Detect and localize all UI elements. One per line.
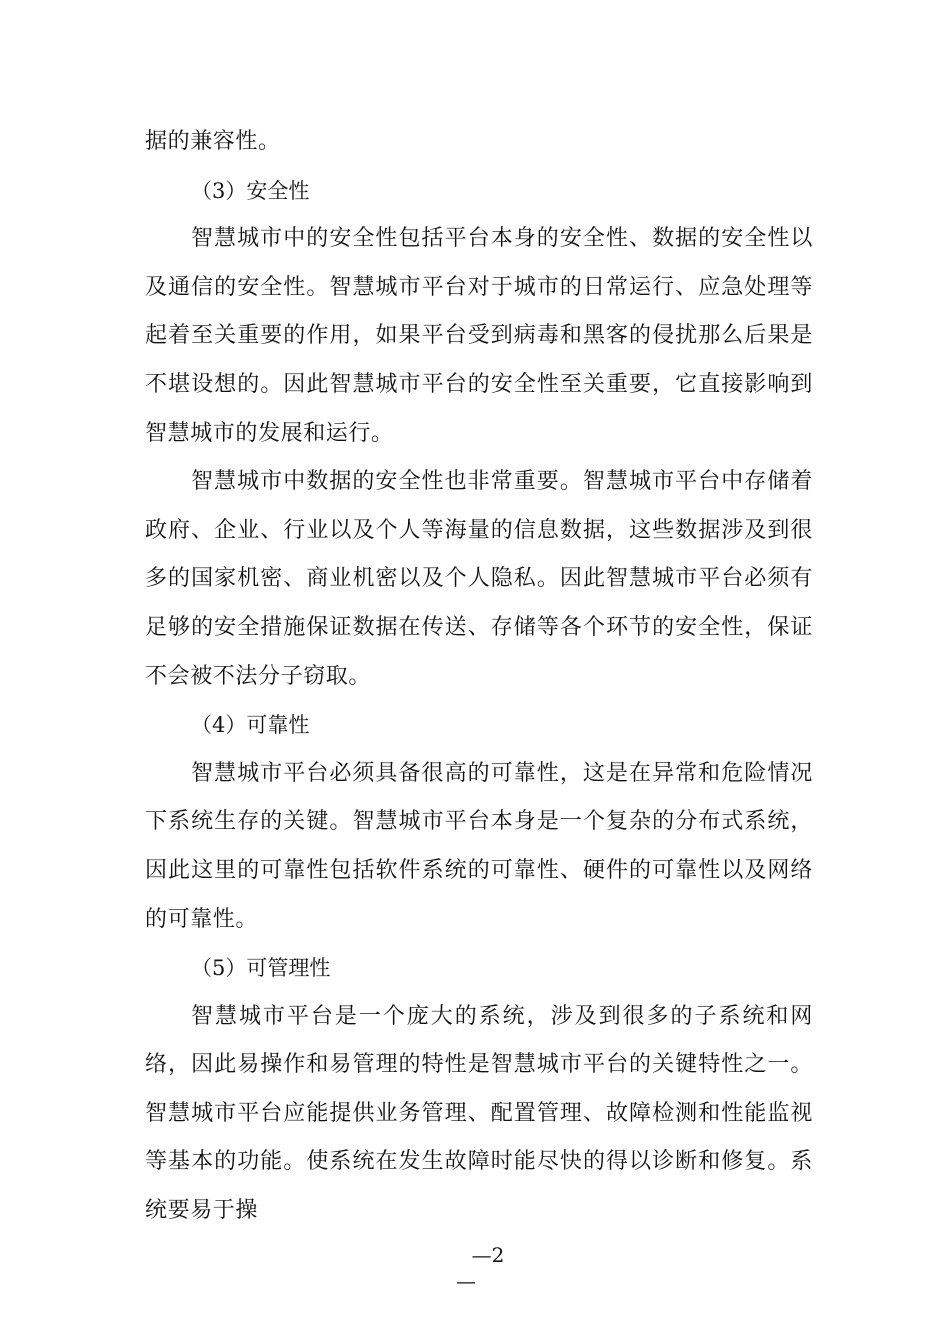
paragraph-reliability: 智慧城市平台必须具备很高的可靠性，这是在异常和危险情况下系统生存的关键。智慧城市平台本身是一个复杂的分布式系统，因此这里的可靠性包括软件系统的可靠性、硬件的可靠性以及网络的可靠性。	[145, 760, 813, 932]
section-heading-security: （3）安全性	[191, 178, 310, 203]
section-heading-manageability: （5）可管理性	[191, 956, 331, 981]
paragraph-manageability: 智慧城市平台是一个庞大的系统，涉及到很多的子系统和网络，因此易操作和易管理的特性是智慧城市平台的关键特性之一。智慧城市平台应能提供业务管理、配置管理、故障检测和性能监视等基本的功能。使系统在发生故障时能尽快的得以诊断和修复。系统要易于操	[145, 1003, 813, 1224]
page-number: —2	[471, 1243, 505, 1267]
paragraph-continuation: 据的兼容性。	[145, 129, 281, 154]
page-number-dash: —	[456, 1269, 476, 1293]
paragraph-data-security: 智慧城市中数据的安全性也非常重要。智慧城市平台中存储着政府、企业、行业以及个人等海量的信息数据，这些数据涉及到很多的国家机密、商业机密以及个人隐私。因此智慧城市平台必须有足够的安全措施保证数据在传送、存储等各个环节的安全性，保证不会被不法分子窃取。	[145, 469, 813, 689]
document-body	[145, 118, 813, 1236]
section-heading-reliability: （4）可靠性	[191, 713, 310, 738]
paragraph-security-overview: 智慧城市中的安全性包括平台本身的安全性、数据的安全性以及通信的安全性。智慧城市平台对于城市的日常运行、应急处理等起着至关重要的作用，如果平台受到病毒和黑客的侵扰那么后果是不堪设想的。因此智慧城市平台的安全性至关重要，它直接影响到智慧城市的发展和运行。	[145, 226, 813, 446]
